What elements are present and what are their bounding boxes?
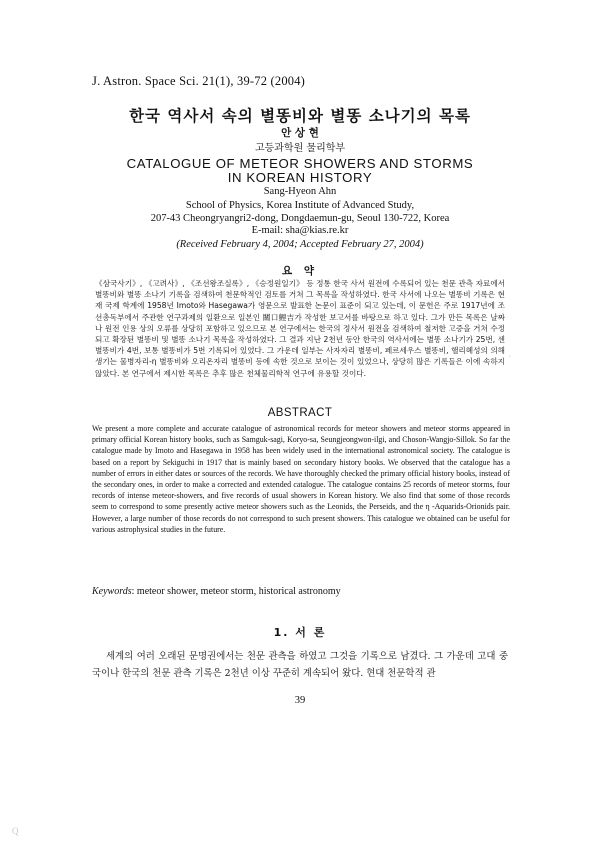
korean-abstract-text: 《삼국사기》, 《고려사》, 《조선왕조실록》, 《승정원일기》 등 정통 한국 사서 원전에 수록되어 있는 천문 관측 자료에서 별똥비와 별똥 소나기 기록을 검색하여 천문학적인 검토를 거쳐 그 목록을 작성하였다. 한국 사서에 나오는 별똥비 기록은 현재 국제 학계에 1958년 Imoto와 Hasegawa가 영문으로 발표한 논문이 표준이 되고 있는데, 이 문헌은 주로 1917년에 조선총독부에서 주관한 연구과제의 일환으로 일본인 關口鯉吉가 작성한 보고서를 바탕으로 하고 있다. 그가 만든 목록은 날짜나 원전 인용 상의 오류를 상당히 포함하고 있으므로 본 연구에서는 한국의 정사서 원전을 검색하여 철저한 고증을 거쳐 수정되고 확장된 별똥비 및 별똥 소나기 목록을 작성하였다. 그 결과 지난 2천년 동안 한국의 역사서에는 별똥 소나기가 25번, 센 별똥비가 4번, 보통 별똥비가 5번 기록되어 있었다. 그 가운데 일부는 사자자리 별똥비, 페르세우스 별똥비, 핼리혜성의 의해 생기는 물병자리-η 별똥비와 오리온자리 별똥비 등에 속한 것으로 보이는 것이 있었으나, 상당히 많은 기록들은 이에 속하지 않았다. 본 연구에서 제시한 목록은 추후 많은 천체물리학적 연구에 유용할 것이다. <box>95 279 505 378</box>
abstract-heading: ABSTRACT <box>267 407 333 419</box>
received-dates: (Received February 4, 2004; Accepted February 27, 2004) <box>176 239 424 250</box>
keywords-line <box>92 586 341 597</box>
abstract-text: We present a more complete and accurate catalogue of astronomical records for meteor showers and meteor storms appeared in primary official Korean history books, such as Samguk-sagi, Koryo-sa, Seungjeongwon-ilgi, and Choson-Wangjo-Sillok. So far the catalogue made by Imoto and Hasegawa in 1958 has been widely used in the international astronomical society. The catalogue is based on a report by Sekiguchi in 1917 that is mainly based on secondary history books. We observed that the catalogue has a number of errors in either dates or sources of the records. We have thoroughly checked the primary official history books, instead of the secondary ones, in order to make a corrected and extended catalogue. The catalogue contains 25 records of meteor storms, four records of intense meteor-showers, and five records of usual showers in Korean history. We also find that some of those records seem to correspond to some presently active meteor showers such as the Leonids, the Perseids, and the η -Aquarids-Orionids pair. However, a large number of those records do not correspond to such present showers. This catalogue we obtained can be useful for various astrophysical studies in the future. <box>92 424 510 534</box>
author-email: E-mail: sha@kias.re.kr <box>251 225 349 236</box>
page-number: 39 <box>294 695 306 706</box>
introduction-paragraph <box>92 648 508 682</box>
keywords-label: Keywords <box>92 586 132 597</box>
keywords-value: : meteor shower, meteor storm, historical astronomy <box>131 586 341 597</box>
korean-affiliation: 고등과학원 물리학부 <box>254 143 346 154</box>
corner-scan-mark: Q <box>12 826 19 836</box>
section-heading-introduction: 1. 서 론 <box>273 626 327 639</box>
english-author: Sang-Hyeon Ahn <box>263 186 337 197</box>
korean-title: 한국 역사서 속의 별똥비와 별똥 소나기의 목록 <box>129 107 471 125</box>
english-title-line-1: CATALOGUE OF METEOR SHOWERS AND STORMS <box>126 156 474 171</box>
stray-dot-mark: · <box>509 354 511 360</box>
english-title <box>0 157 600 185</box>
english-affiliation-line-2: 207-43 Cheongryangri2-dong, Dongdaemun-gu, Seoul 130-722, Korea <box>150 213 450 224</box>
introduction-text: 세계의 여러 오래된 문명권에서는 천문 관측을 하였고 그것을 기록으로 남겼다. 그 가운데 고대 중국이나 한국의 천문 관측 기록은 2천년 이상 꾸준히 계속되어 왔다. 현대 천문학적 관 <box>92 651 508 679</box>
korean-author: 안 상 현 <box>281 127 319 139</box>
english-title-line-2: IN KOREAN HISTORY <box>227 170 373 185</box>
english-affiliation-line-1: School of Physics, Korea Institute of Advanced Study, <box>185 200 415 211</box>
korean-abstract-heading: 요 약 <box>282 265 318 277</box>
journal-reference: J. Astron. Space Sci. 21(1), 39-72 (2004) <box>92 74 306 88</box>
